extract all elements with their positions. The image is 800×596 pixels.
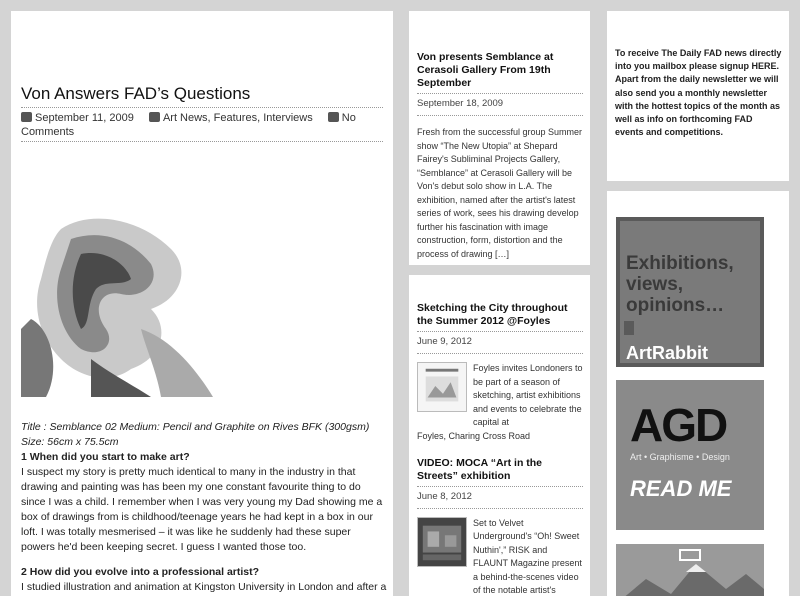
post-date: September 11, 2009 bbox=[35, 112, 134, 124]
post-body bbox=[21, 420, 387, 595]
agd-ad[interactable] bbox=[616, 380, 764, 530]
recent-post-title-2[interactable]: VIDEO: MOCA “Art in the Streets” exhibition bbox=[417, 457, 583, 487]
artrabbit-ad[interactable] bbox=[616, 217, 764, 367]
featured-post-excerpt: Fresh from the successful group Summer show “The New Utopia” at Shepard Fairey's Subliminal Projects Gallery, “Semblance” at Cerasoli Gallery will be Von's debut solo show in L.A. The exhibition, named after the artist's latest series of work, sees his drawing develop further his fascination with image construction, form, distortion and the process of drawing […] bbox=[417, 127, 583, 259]
calendar-icon bbox=[21, 112, 32, 122]
category-icon bbox=[149, 112, 160, 122]
post-comments[interactable]: No Comments bbox=[21, 112, 356, 138]
newsletter-text[interactable]: To receive The Daily FAD news directly into you mailbox please signup HERE. Apart from the daily newsletter we will also send you a monthly newsletter with the hottest topics of the month as well as info on forthcoming FAD events and competitions. bbox=[615, 48, 782, 138]
mountain-ad[interactable] bbox=[616, 544, 764, 596]
post-meta bbox=[21, 111, 383, 142]
recent-post-title-1[interactable]: Sketching the City throughout the Summer 2012 @Foyles bbox=[417, 302, 583, 332]
featured-post-panel bbox=[409, 11, 590, 265]
answer-1: I suspect my story is pretty much identical to many in the industry in that drawing and painting was has been my one constant favourite thing to do since I was a child. I remember when I was very young my Dad showing me a box of drawings from is childhood/teenage years he had kept in a box in our loft. I was totally mesmerised – it was like he suddenly had these super powers he'd been keeping secret. I guess I wanted those too. bbox=[21, 466, 383, 553]
newsletter-panel bbox=[607, 11, 789, 181]
agd-logo: AGD bbox=[630, 399, 727, 451]
artrabbit-tagline: Exhibitions, views, opinions… bbox=[626, 253, 734, 316]
artrabbit-logo: ArtRabbit bbox=[626, 343, 708, 363]
main-post-panel bbox=[11, 11, 393, 596]
recent-post-excerpt-2: Set to Velvet Underground's “Oh! Sweet Nuthin',” RISK and FLAUNT Magazine present a behind-the-scenes video of the notable artist's bbox=[473, 517, 582, 595]
answer-2: I studied illustration and animation at Kingston University in London and after a bbox=[21, 581, 387, 593]
featured-post-title[interactable]: Von presents Semblance at Cerasoli Gallery From 19th September bbox=[417, 51, 583, 94]
comments-icon bbox=[328, 112, 339, 122]
artwork-image bbox=[21, 209, 213, 397]
recent-post-date-2: June 8, 2012 bbox=[417, 487, 583, 509]
question-1: 1 When did you start to make art? bbox=[21, 451, 190, 463]
recent-post-1 bbox=[417, 362, 583, 430]
recent-post-thumbnail-2[interactable] bbox=[417, 517, 467, 567]
ads-panel bbox=[607, 191, 789, 596]
recent-post-excerpt-1: Foyles invites Londoners to be part of a season of sketching, artist exhibitions and events to celebrate the capital at bbox=[473, 363, 583, 427]
featured-post-date: September 18, 2009 bbox=[417, 94, 583, 116]
recent-post-excerpt-1-end: Foyles, Charing Cross Road bbox=[417, 430, 531, 441]
post-title[interactable]: Von Answers FAD’s Questions bbox=[21, 84, 383, 108]
recent-post-2 bbox=[417, 517, 583, 596]
artwork-caption: Title : Semblance 02 Medium: Pencil and Graphite on Rives BFK (300gsm) Size: 56cm x 75.5cm bbox=[21, 421, 370, 448]
speech-bubble-tail bbox=[624, 321, 634, 335]
agd-read-me: READ ME bbox=[630, 476, 732, 501]
question-2: 2 How did you evolve into a professional artist? bbox=[21, 566, 260, 578]
recent-post-date-1: June 9, 2012 bbox=[417, 332, 583, 354]
recent-post-thumbnail-1[interactable] bbox=[417, 362, 467, 412]
agd-subtitle: Art • Graphisme • Design bbox=[630, 452, 730, 462]
recent-posts-panel bbox=[409, 275, 590, 596]
post-categories[interactable]: Art News, Features, Interviews bbox=[162, 112, 313, 124]
